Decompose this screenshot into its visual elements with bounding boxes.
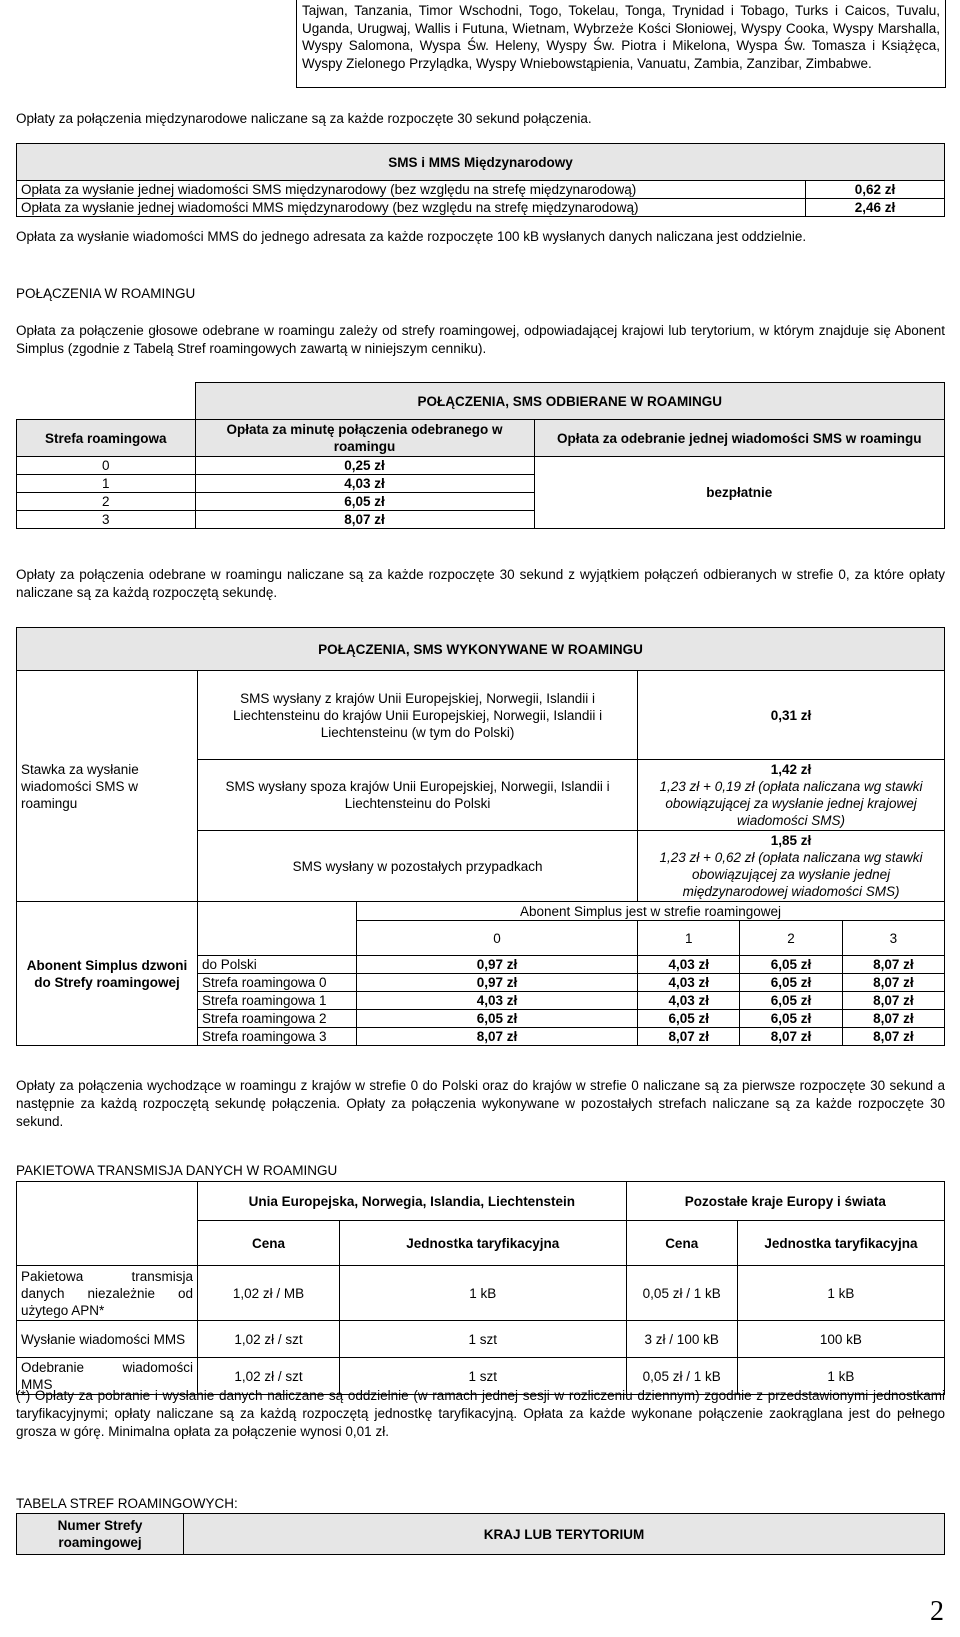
mms-row-price: 2,46 zł xyxy=(806,199,945,217)
price-cell: 8,07 zł xyxy=(842,1028,944,1046)
price-cell: 6,05 zł xyxy=(740,1010,842,1028)
sms-case-desc: SMS wysłany w pozostałych przypadkach xyxy=(198,831,638,902)
sms-case-desc: SMS wysłany z krajów Unii Europejskiej, Norwegii, Islandii i Liechtensteinu do krajów Unii Europejskiej, Norwegii, Islandii i Liechtensteinu (w tym do Polski) xyxy=(198,671,638,760)
data-row-label: Odebranie wiadomości MMS xyxy=(17,1358,198,1395)
col-country: KRAJ LUB TERYTORIUM xyxy=(184,1514,945,1555)
price-cell: 8,07 zł xyxy=(357,1028,638,1046)
zones-heading: TABELA STREF ROAMINGOWYCH: xyxy=(16,1496,238,1511)
sms-rate-label: Stawka za wysłanie wiadomości SMS w roamingu xyxy=(17,671,198,902)
data-footnote: (*) Opłaty za pobranie i wysłanie danych naliczane są oddzielnie (w ramach jednej sesji w rozliczeniu dziennym) zgodnie z przedstawionymi jednostkami taryfikacyjnymi; opłaty naliczane są za każdą rozpoczętą jednostkę taryfikacyjną. Opłata za każde wykonane połączenie zaokrąglana jest do pełnego grosza w górę. Minimalna opłata za połączenie wynosi 0,01 zł. xyxy=(16,1388,945,1439)
zone-col-2: 2 xyxy=(740,921,842,956)
sms-mms-table xyxy=(16,143,945,217)
data-table xyxy=(16,1181,945,1395)
data-row-label: Wysłanie wiadomości MMS xyxy=(17,1321,198,1358)
table-row xyxy=(17,181,945,199)
data-cell: 1 kB xyxy=(737,1358,944,1395)
country-list-box xyxy=(296,0,946,88)
table-row xyxy=(17,1266,945,1321)
dest-cell: Strefa roamingowa 1 xyxy=(198,992,357,1010)
col-unit-other: Jednostka taryfikacyjna xyxy=(737,1221,944,1266)
col-unit-eu: Jednostka taryfikacyjna xyxy=(339,1221,626,1266)
data-row-label: Pakietowa transmisja danych niezależnie od użytego APN* xyxy=(17,1266,198,1321)
price-cell: 4,03 zł xyxy=(638,992,740,1010)
data-cell: 100 kB xyxy=(737,1321,944,1358)
dest-cell: do Polski xyxy=(198,956,357,974)
mms-note: Opłata za wysłanie wiadomości MMS do jednego adresata za każde rozpoczęte 100 kB wysłanych danych naliczana jest oddzielnie. xyxy=(16,229,807,244)
col-sms-header: Opłata za odebranie jednej wiadomości SMS w roamingu xyxy=(534,420,945,457)
sms-mms-title: SMS i MMS Międzynarodowy xyxy=(17,144,945,181)
zone-cell: 3 xyxy=(17,511,196,529)
sms-case-detail: 1,23 zł + 0,62 zł (opłata naliczana wg stawki obowiązującej za wysłanie jednej międzynarodowej wiadomości SMS) xyxy=(659,850,923,899)
price-cell: 8,07 zł xyxy=(638,1028,740,1046)
page-number: 2 xyxy=(930,1596,944,1627)
zone-cell: 0 xyxy=(17,457,196,475)
calls-label: Abonent Simplus dzwoni do Strefy roamingowej xyxy=(17,902,198,1046)
sms-case-detail: 1,23 zł + 0,19 zł (opłata naliczana wg stawki obowiązującej za wysłanie jednej krajowej wiadomości SMS) xyxy=(659,779,923,828)
zone-cell: 2 xyxy=(17,493,196,511)
price-cell: 4,03 zł xyxy=(357,992,638,1010)
data-cell: 0,05 zł / 1 kB xyxy=(626,1358,737,1395)
outgoing-note: Opłaty za połączenia wychodzące w roamingu z krajów w strefie 0 do Polski oraz do krajów w strefie 0 naliczane są za pierwsze rozpoczęte 30 sekund a następnie za każdą rozpoczętą sekundę połączenia. Opłaty za połączenia wykonywane w pozostałych strefach naliczane są za każde rozpoczęte 30 sekund. xyxy=(16,1078,945,1129)
zone-col-3: 3 xyxy=(842,921,944,956)
dest-cell: Strefa roamingowa 0 xyxy=(198,974,357,992)
data-cell: 0,05 zł / 1 kB xyxy=(626,1266,737,1321)
data-cell: 1 szt xyxy=(339,1358,626,1395)
dest-cell: Strefa roamingowa 2 xyxy=(198,1010,357,1028)
sms-case-price: 0,31 zł xyxy=(638,671,945,760)
price-cell: 8,07 zł xyxy=(195,511,534,529)
zone-header: Abonent Simplus jest w strefie roamingowej xyxy=(357,902,945,921)
sms-case-desc: SMS wysłany spoza krajów Unii Europejskiej, Norwegii, Islandii i Liechtensteinu do Polski xyxy=(198,760,638,831)
price-cell: 4,03 zł xyxy=(195,475,534,493)
price-cell: 0,97 zł xyxy=(357,956,638,974)
group-other: Pozostałe kraje Europy i świata xyxy=(626,1182,944,1221)
country-list-text: Tajwan, Tanzania, Timor Wschodni, Togo, Tokelau, Tonga, Trynidad i Tobago, Turks i Caicos, Tuvalu, Uganda, Urugwaj, Wallis i Futuna, Wietnam, Wybrzeże Kości Słoniowej, Wyspy Cooka, Wyspy Marshalla, Wyspy Salomona, Wyspa Św. Heleny, Wyspy Św. Piotra i Mikelona, Wyspa Św. Tomasza i Książęca, Wyspy Zielonego Przylądka, Wyspy Wniebowstąpienia, Vanuatu, Zambia, Zanzibar, Zimbabwe. xyxy=(302,3,940,71)
sms-received-value: bezpłatnie xyxy=(534,457,945,529)
col-zone-number: Numer Strefy roamingowej xyxy=(17,1514,184,1555)
roaming-heading: POŁĄCZENIA W ROAMINGU xyxy=(16,286,196,301)
price-cell: 8,07 zł xyxy=(842,956,944,974)
price-cell: 6,05 zł xyxy=(740,956,842,974)
data-cell: 1,02 zł / szt xyxy=(198,1321,340,1358)
price-cell: 8,07 zł xyxy=(842,974,944,992)
price-cell: 8,07 zł xyxy=(842,992,944,1010)
col-zone-header: Strefa roamingowa xyxy=(17,420,196,457)
data-cell: 1 kB xyxy=(737,1266,944,1321)
data-heading: PAKIETOWA TRANSMISJA DANYCH W ROAMINGU xyxy=(16,1163,338,1178)
table-row xyxy=(17,1321,945,1358)
roaming-intro: Opłata za połączenie głosowe odebrane w roamingu zależy od strefy roamingowej, odpowiadającej krajowi lub terytorium, w którym znajduje się Abonent Simplus (zgodnie z Tabelą Stref roamingowych zawartą w niniejszym cenniku). xyxy=(16,323,945,356)
zone-cell: 1 xyxy=(17,475,196,493)
mms-row-label: Opłata za wysłanie jednej wiadomości MMS międzynarodowy (bez względu na strefę międzynarodową) xyxy=(17,199,806,217)
price-cell: 6,05 zł xyxy=(740,974,842,992)
sms-row-price: 0,62 zł xyxy=(806,181,945,199)
received-title: POŁĄCZENIA, SMS ODBIERANE W ROAMINGU xyxy=(195,383,945,420)
data-cell: 3 zł / 100 kB xyxy=(626,1321,737,1358)
price-cell: 8,07 zł xyxy=(740,1028,842,1046)
zones-table xyxy=(16,1513,945,1555)
col-price-other: Cena xyxy=(626,1221,737,1266)
zone-col-0: 0 xyxy=(357,921,638,956)
price-cell: 6,05 zł xyxy=(638,1010,740,1028)
price-cell: 0,97 zł xyxy=(357,974,638,992)
received-table xyxy=(16,382,945,529)
col-minute-header: Opłata za minutę połączenia odebranego w roamingu xyxy=(195,420,534,457)
group-eu: Unia Europejska, Norwegia, Islandia, Liechtenstein xyxy=(198,1182,627,1221)
col-price-eu: Cena xyxy=(198,1221,340,1266)
data-cell: 1 szt xyxy=(339,1321,626,1358)
outgoing-table xyxy=(16,627,945,1046)
zone-col-1: 1 xyxy=(638,921,740,956)
price-cell: 6,05 zł xyxy=(357,1010,638,1028)
price-cell: 6,05 zł xyxy=(740,992,842,1010)
table-row xyxy=(17,457,945,475)
price-cell: 4,03 zł xyxy=(638,974,740,992)
received-note: Opłaty za połączenia odebrane w roamingu naliczane są za każde rozpoczęte 30 sekund z wyjątkiem połączeń odbieranych w strefie 0, za które opłaty naliczane są za każdą rozpoczętą sekundę. xyxy=(16,567,945,600)
sms-case-price: 1,85 zł xyxy=(770,833,812,848)
price-cell: 8,07 zł xyxy=(842,1010,944,1028)
price-cell: 0,25 zł xyxy=(195,457,534,475)
price-cell: 4,03 zł xyxy=(638,956,740,974)
sms-row-label: Opłata za wysłanie jednej wiadomości SMS międzynarodowy (bez względu na strefę międzynarodową) xyxy=(17,181,806,199)
price-cell: 6,05 zł xyxy=(195,493,534,511)
intl-note: Opłaty za połączenia międzynarodowe naliczane są za każde rozpoczęte 30 sekund połączenia. xyxy=(16,111,592,126)
sms-case-price: 1,42 zł xyxy=(770,762,812,777)
data-cell: 1 kB xyxy=(339,1266,626,1321)
data-cell: 1,02 zł / szt xyxy=(198,1358,340,1395)
outgoing-title: POŁĄCZENIA, SMS WYKONYWANE W ROAMINGU xyxy=(17,628,945,671)
data-cell: 1,02 zł / MB xyxy=(198,1266,340,1321)
dest-cell: Strefa roamingowa 3 xyxy=(198,1028,357,1046)
table-row xyxy=(17,199,945,217)
